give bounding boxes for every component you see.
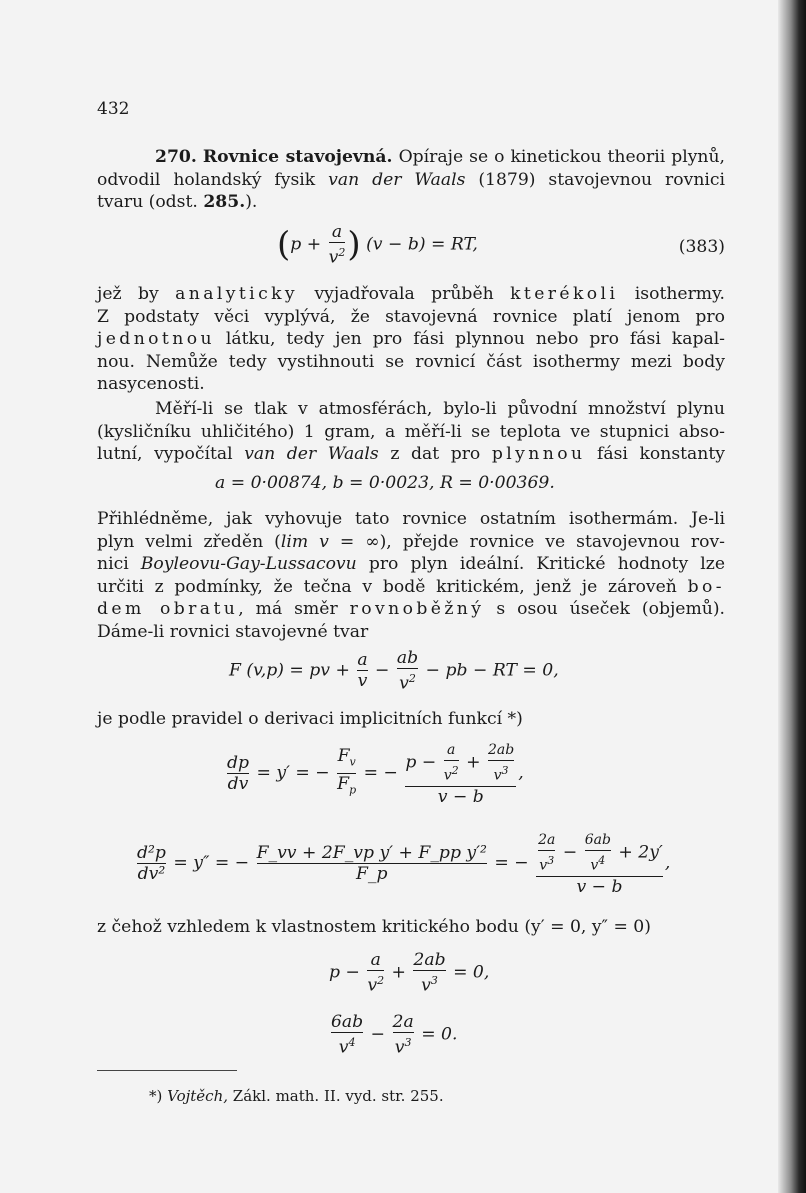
equation-number: (383) bbox=[678, 237, 725, 257]
paragraph-critical: Přihlédněme, jak vyhovuje tato rovnice ostatním isothermám. Je-li plyn velmi zředěn (lim v = ∞), přejde rovnice ve stavojevnou rov- nici Boyleovu-Gay-Lussacovu pro plyn ideální. Kritické hodnoty lze určiti z podmínky, že tečna v bodě kritickém, jenž je zároveň bo- dem obratu, má směr rovnoběžný s osou úseček (objemů). Dáme-li rovnici stavojevné tvar bbox=[97, 509, 725, 642]
equation-critical-2: $\frac{6ab}{v^4}$ − $\frac{2a}{v^3}$ = 0. bbox=[331, 1012, 458, 1058]
section-paragraph bbox=[97, 146, 725, 214]
paragraph-constants: Měří-li se tlak v atmosférách, bylo-li původní množství plynu (kysličníku uhličitého) 1 gram, a měří-li se teplota ve stupnici abso- lutní, vypočítal van der Waals z dat pro plynnou fási konstanty bbox=[97, 399, 725, 465]
equation-383: (p + $\frac{a}{v^2}$ ) (v − b) = RT, bbox=[277, 222, 478, 268]
author-name: van der Waals bbox=[328, 169, 466, 190]
section-line-1: 270. Rovnice stavojevná. Opíraje se o kinetickou theorii plynů, bbox=[155, 147, 726, 167]
equation-critical-1: p − $\frac{a}{v^2}$ + $\frac{2ab}{v^3}$ = 0, bbox=[329, 950, 490, 996]
book-page bbox=[97, 0, 725, 1193]
section-number: 270. bbox=[155, 147, 197, 167]
footnote-rule bbox=[97, 1070, 237, 1071]
section-line-3: tvaru (odst. 285.). bbox=[97, 192, 258, 213]
section-title: Rovnice stavojevná. bbox=[202, 147, 393, 167]
critical-text: z čehož vzhledem k vlastnostem kritického bodu (y′ = 0, y″ = 0) bbox=[97, 917, 651, 937]
equation-first-derivative: $\frac{dp}{dv}$ = y′ = − $\frac{F_v}{F_p}$ = − p − $\frac{a}{v^2}$ + $\frac{2ab}{v^3}$ v − b , bbox=[227, 742, 524, 807]
paragraph-isotherm: jež by analyticky vyjadřovala průběh kterékoli isothermy. Z podstaty věci vyplývá, že stavojevná rovnice platí jenom pro jednotnou látku, tedy jen pro fási plynnou nebo pro fási kapal- nou. Nemůže tedy vystihnouti se rovnicí část isothermy mezi body nasycenosti. bbox=[97, 284, 725, 395]
equation-f: F (v,p) = pv + $\frac{a}{v}$ − $\frac{ab}{v^2}$ − pb − RT = 0, bbox=[229, 648, 559, 694]
page-number: 432 bbox=[97, 99, 130, 119]
scan-page-edge bbox=[778, 0, 806, 1193]
equation-second-derivative: $\frac{\text{d²p}}{\text{dv²}}$ = y″ = − $\frac{\text{F\_vv + 2F\_vp y′ + F\_pp y′²}}{F\_p}$ = − $\frac{2a}{v^3}$ − $\frac{6ab}{v^4}$ + 2y′ v − b , bbox=[137, 832, 671, 897]
derivative-text: je podle pravidel o derivaci implicitních funkcí *) bbox=[97, 709, 523, 729]
footnote: *) Vojtěch, Zákl. math. II. vyd. str. 255. bbox=[149, 1087, 444, 1105]
section-line-2: odvodil holandský fysik van der Waals (1879) stavojevnou rovnici bbox=[97, 169, 726, 190]
constants-line: a = 0·00874, b = 0·0023, R = 0·00369. bbox=[215, 473, 555, 493]
